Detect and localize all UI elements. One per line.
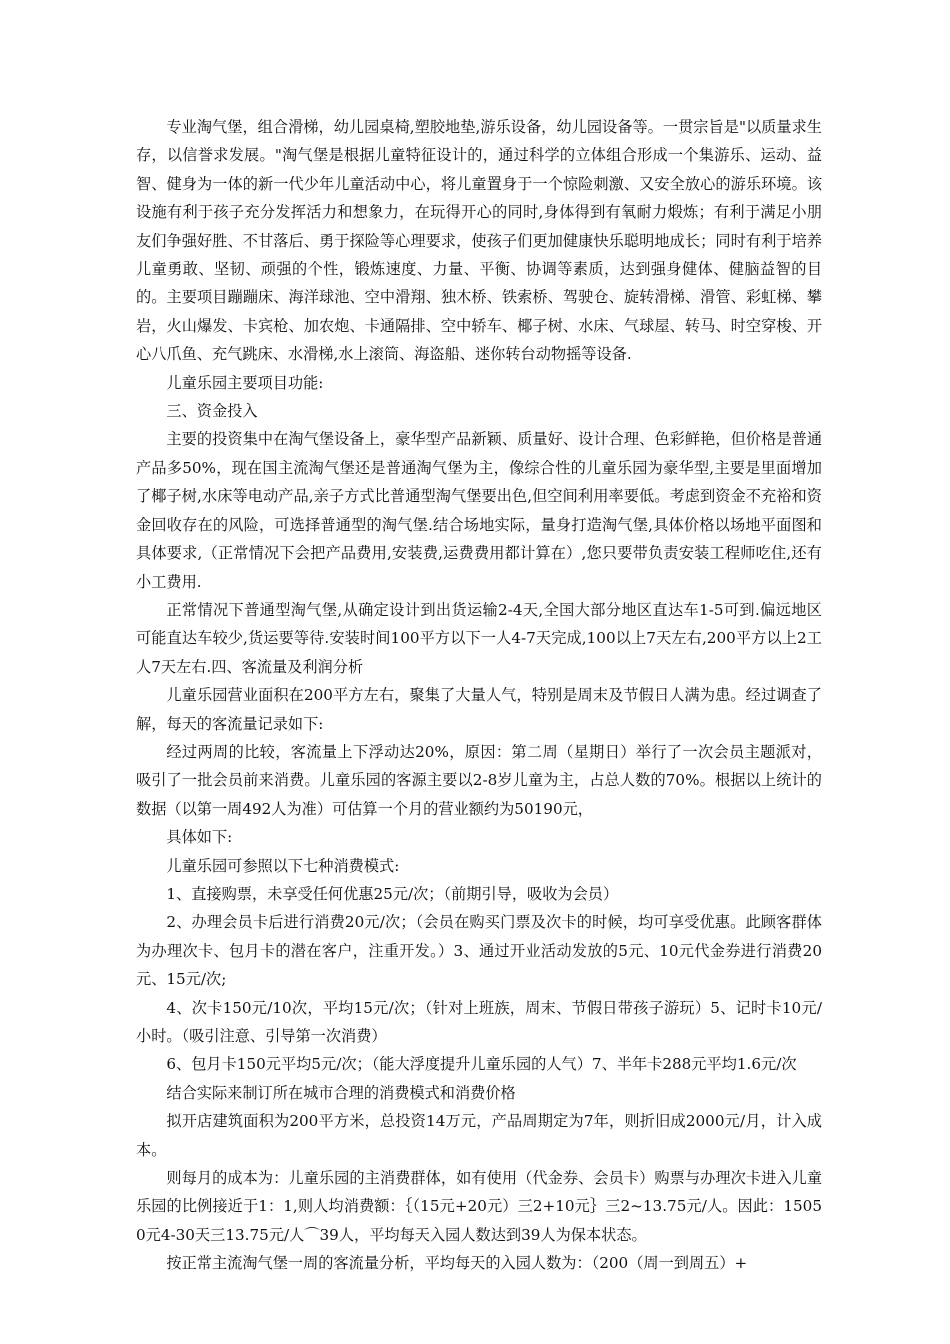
list-item-mode-1: 1、直接购票，未享受任何优惠25元/次；（前期引导，吸收为会员） <box>166 884 619 903</box>
paragraph-cost-analysis: 则每月的成本为：儿童乐园的主消费群体，如有使用（代金券、会员卡）购票与办理次卡进入儿童乐园的比例接近于1：1,则人均消费额：｛（15元+20元）三2+10元｝三2~13.75元/人。因此：15050元4-30天三13.75元/人⌒39人，平均每天入园人数达到39人为保本状态。 <box>136 1169 822 1244</box>
paragraph-details-label: 具体如下: <box>166 828 233 847</box>
section-heading-investment: 三、资金投入 <box>166 402 258 421</box>
paragraph-comparison: 经过两周的比较，客流量上下浮动达20%，原因：第二周（星期日）举行了一次会员主题派对，吸引了一批会员前来消费。儿童乐园的客源主要以2-8岁儿童为主，占总人数的70%。根据以上统计的数据（以第一周492人为准）可估算一个月的营业额约为50190元， <box>136 742 822 818</box>
document-body <box>136 113 822 1278</box>
paragraph-intro: 专业淘气堡，组合滑梯，幼儿园桌椅,塑胶地垫,游乐设备，幼儿园设备等。一贯宗旨是"以质量求生存，以信誉求发展。"淘气堡是根据儿童特征设计的，通过科学的立体组合形成一个集游乐、运动、益智、健身为一体的新一代少年儿童活动中心，将儿童置身于一个惊险刺激、又安全放心的游乐环境。该设施有利于孩子充分发挥活力和想象力，在玩得开心的同时,身体得到有氧耐力煅炼；有利于满足小朋友们争强好胜、不甘落后、勇于探险等心理要求，使孩子们更加健康快乐聪明地成长；同时有利于培养儿童勇敢、坚韧、顽强的个性，锻炼速度、力量、平衡、协调等素质，达到强身健体、健脑益智的目的。主要项目蹦蹦床、海洋球池、空中滑翔、独木桥、铁索桥、驾驶仓、旋转滑梯、滑管、彩虹梯、攀岩，火山爆发、卡宾枪、加农炮、卡通隔排、空中轿车、椰子树、水床、气球屋、转马、时空穿梭、开心八爪鱼、充气跳床、水滑梯,水上滚筒、海盗船、迷你转台动物摇等设备. <box>136 118 822 364</box>
paragraph-investment: 主要的投资集中在淘气堡设备上，豪华型产品新颖、质量好、设计合理、色彩鲜艳，但价格是普通产品多50%，现在国主流淘气堡还是普通淘气堡为主，像综合性的儿童乐园为豪华型,主要是里面增加了椰子树,水床等电动产品,亲子方式比普通型淘气堡要出色,但空间利用率要低。考虑到资金不充裕和资金回收存在的风险，可选择普通型的淘气堡.结合场地实际，量身打造淘气堡,具体价格以场地平面图和具体要求,（正常情况下会把产品费用,安装费,运费费用都计算在）,您只要带负责安装工程师吃住,还有小工费用. <box>136 430 822 591</box>
paragraph-modes-heading: 儿童乐园可参照以下七种消费模式: <box>166 856 400 875</box>
list-item-mode-4-5: 4、次卡150元/10次，平均15元/次；（针对上班族，周末、节假日带孩子游玩）5、记时卡10元/小时。（吸引注意、引导第一次消费） <box>136 998 822 1045</box>
paragraph-depreciation: 拟开店建筑面积为200平方米，总投资14万元，产品周期定为7年，则折旧成2000元/月，计入成本。 <box>136 1112 822 1159</box>
paragraph-shipping: 正常情况下普通型淘气堡,从确定设计到出货运输2-4天,全国大部分地区直达车1-5可到.偏远地区可能直达车较少,货运要等待.安装时间100平方以下一人4-7天完成,100以上7天左右,200平方以上2工人7天左右.四、客流量及利润分析 <box>136 600 822 676</box>
list-item-mode-2-3: 2、办理会员卡后进行消费20元/次；（会员在购买门票及次卡的时候，均可享受优惠。此顾客群体为办理次卡、包月卡的潜在客户，注重开发。）3、通过开业活动发放的5元、10元代金券进行消费20元、15元/次; <box>136 913 822 989</box>
list-item-mode-6-7: 6、包月卡150元平均5元/次；（能大浮度提升儿童乐园的人气）7、半年卡288元平均1.6元/次 <box>166 1055 797 1074</box>
paragraph-area: 儿童乐园营业面积在200平方左右，聚集了大量人气，特别是周末及节假日人满为患。经过调查了解，每天的客流量记录如下: <box>136 686 822 733</box>
paragraph-traffic-analysis: 按正常主流淘气堡一周的客流量分析，平均每天的入园人数为：（200（周一到周五）+ <box>166 1254 748 1273</box>
paragraph-functions-heading: 儿童乐园主要项目功能: <box>166 373 324 392</box>
paragraph-pricing-note: 结合实际来制订所在城市合理的消费模式和消费价格 <box>166 1083 516 1102</box>
